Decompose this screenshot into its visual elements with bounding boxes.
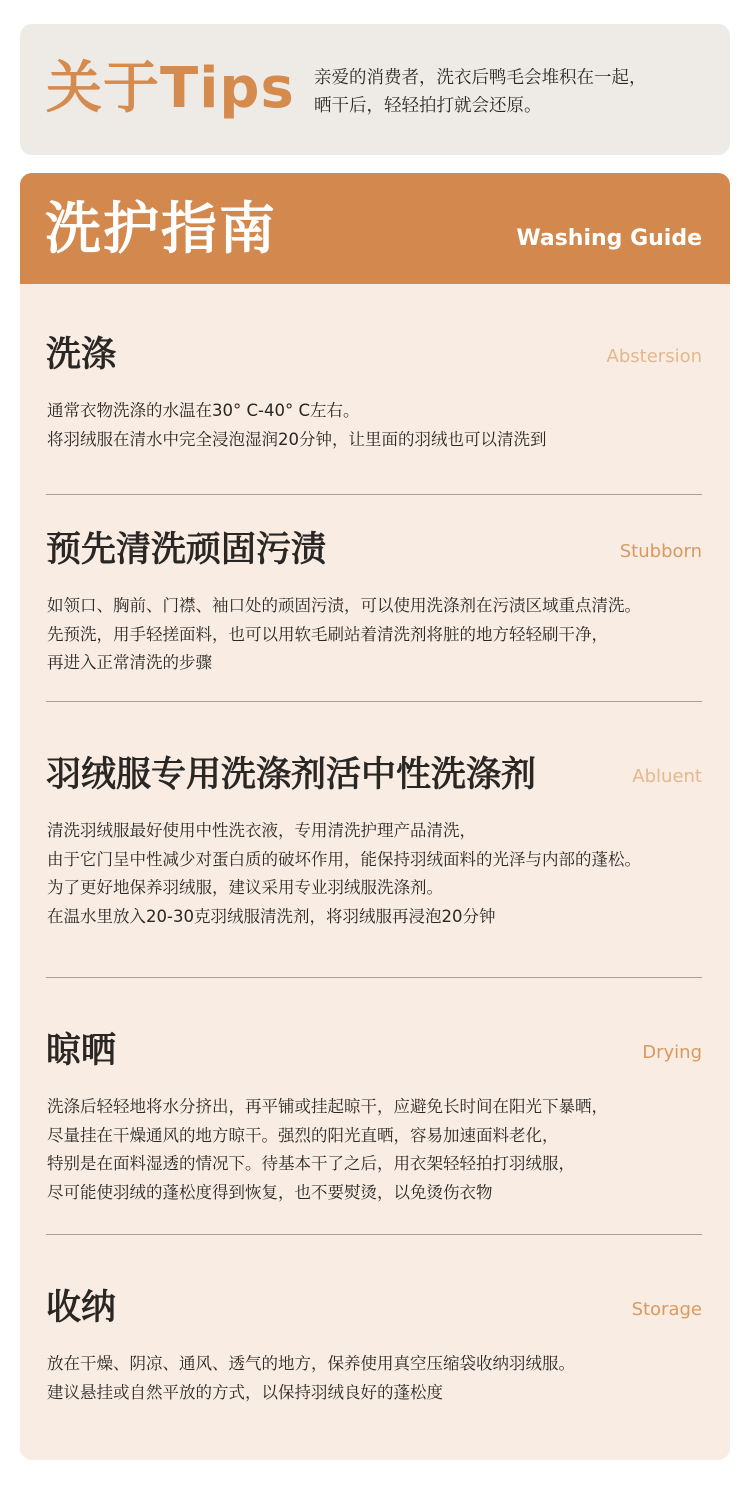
- section-line: 为了更好地保养羽绒服，建议采用专业羽绒服洗涤剂。: [47, 878, 443, 897]
- section-en-label: Stubborn: [619, 541, 702, 562]
- section-title: 预先清洗顽固污渍: [46, 530, 327, 570]
- section-line: 放在干燥、阴凉、通风、透气的地方，保养使用真空压缩袋收纳羽绒服。: [47, 1354, 575, 1373]
- tips-text: [314, 64, 714, 120]
- section-body: [47, 397, 717, 454]
- divider: [46, 701, 702, 702]
- guide-title: 洗护指南: [45, 197, 277, 262]
- guide-subtitle: Washing Guide: [516, 226, 702, 251]
- section-line: 特别是在面料湿透的情况下。待基本干了之后，用衣架轻轻拍打羽绒服，: [47, 1154, 575, 1173]
- section-title: 收纳: [46, 1288, 117, 1328]
- tips-line: 晒干后，轻轻拍打就会还原。: [314, 96, 542, 116]
- section-en-label: Abstersion: [606, 346, 702, 367]
- section-body: [47, 1350, 717, 1407]
- washing-guide-card: [20, 173, 730, 1460]
- section-line: 通常衣物洗涤的水温在30° C-40° C左右。: [47, 401, 360, 420]
- section-line: 将羽绒服在清水中完全浸泡湿润20分钟，让里面的羽绒也可以清洗到: [47, 429, 547, 449]
- section-body: [47, 817, 717, 931]
- section-line: 清洗羽绒服最好使用中性洗衣液，专用清洗护理产品清洗，: [47, 821, 476, 840]
- tips-line: 亲爱的消费者，洗衣后鸭毛会堆积在一起，: [314, 68, 647, 88]
- tips-title: 关于Tips: [46, 56, 295, 121]
- section-line: 如领口、胸前、门襟、袖口处的顽固污渍，可以使用洗涤剂在污渍区域重点清洗。: [47, 596, 641, 615]
- section-line: 建议悬挂或自然平放的方式，以保持羽绒良好的蓬松度: [47, 1382, 443, 1402]
- section-title: 晾晒: [46, 1031, 117, 1071]
- divider: [46, 1234, 702, 1235]
- section-line: 尽量挂在干燥通风的地方晾干。强烈的阳光直晒，容易加速面料老化，: [47, 1125, 559, 1145]
- section-line: 尽可能使羽绒的蓬松度得到恢复，也不要熨烫，以免烫伤衣物: [47, 1182, 493, 1202]
- divider: [46, 977, 702, 978]
- section-title: 洗涤: [46, 335, 117, 375]
- section-line: 在温水里放入20-30克羽绒服清洗剂，将羽绒服再浸泡20分钟: [47, 906, 496, 926]
- section-en-label: Storage: [631, 1299, 702, 1320]
- guide-header: [20, 173, 730, 284]
- section-line: 洗涤后轻轻地将水分挤出，再平铺或挂起晾干，应避免长时间在阳光下暴晒，: [47, 1097, 608, 1116]
- section-line: 先预洗，用手轻搓面料，也可以用软毛刷站着清洗剂将脏的地方轻轻刷干净，: [47, 624, 608, 644]
- section-title: 羽绒服专用洗涤剂活中性洗涤剂: [46, 755, 537, 795]
- section-en-label: Drying: [642, 1042, 702, 1063]
- section-body: [47, 592, 717, 678]
- divider: [46, 494, 702, 495]
- section-line: 由于它门呈中性减少对蛋白质的破坏作用，能保持羽绒面料的光泽与内部的蓬松。: [47, 849, 641, 869]
- section-line: 再进入正常清洗的步骤: [47, 653, 212, 672]
- section-body: [47, 1093, 717, 1207]
- section-en-label: Abluent: [632, 766, 702, 787]
- tips-card: [20, 24, 730, 155]
